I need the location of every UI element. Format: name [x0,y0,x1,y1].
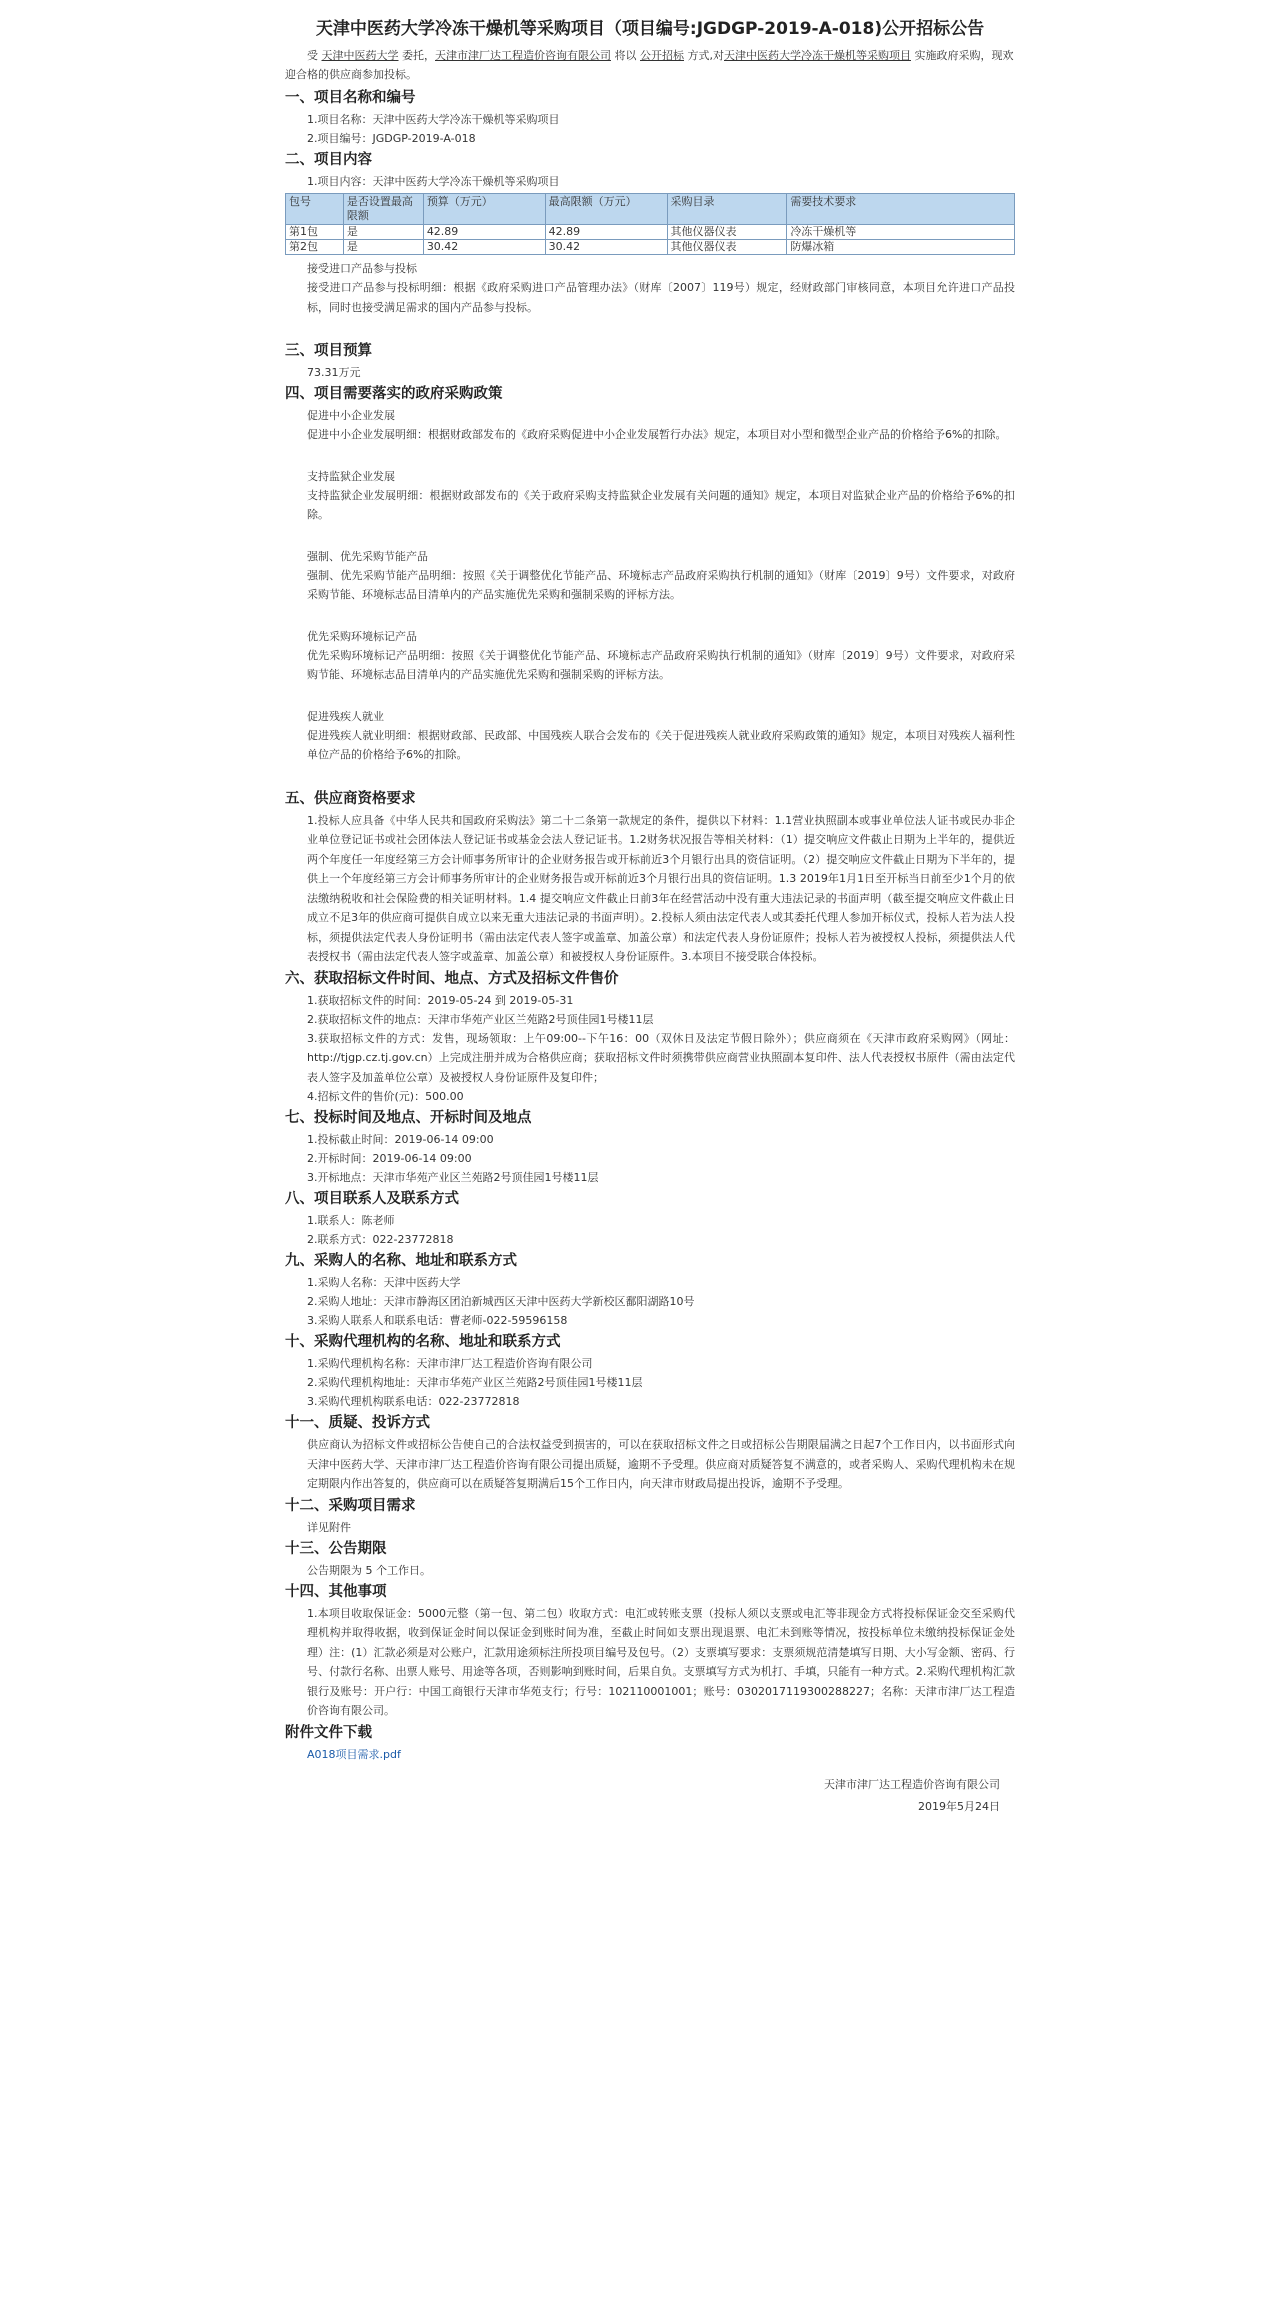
table-header-cell: 最高限额（万元） [545,194,667,225]
package-table [285,193,1015,255]
doc-price: 4.招标文件的售价(元)：500.00 [307,1090,464,1103]
section-11-heading: 十一、质疑、投诉方式 [285,1415,430,1431]
qualification-text: 1.投标人应具备《中华人民共和国政府采购法》第二十二条第一款规定的条件，提供以下材料：1.1营业执照副本或事业单位法人证书或民办非企业单位登记证书或社会团体法人登记证书或基金会法人登记证书。1.2财务状况报告等相关材料：（1）提交响应文件截止日期为上半年的，提供近两个年度任一年度经第三方会计师事务所审计的企业财务报告或开标前近3个月银行出具的资信证明。（2）提交响应文件截止日期为下半年的，提供上一个年度经第三方会计师事务所审计的企业财务报告或开标前近3个月银行出具的资信证明。1.3 2019年1月1日至开标当日前至少1个月的依法缴纳税收和社会保险费的相关证明材料。1.4 提交响应文件截止日前3年在经营活动中没有重大违法记录的书面声明（截至提交响应文件截止日成立不足3年的供应商可提供自成立以来无重大违法记录的书面声明）。2.投标人须由法定代表人或其委托代理人参加开标仪式，投标人若为法人投标，须提供法定代表人身份证明书（需由法定代表人签字或盖章、加盖公章）和法定代表人身份证原件；投标人若为被授权人投标，须提供法人代表授权书（需由法定代表人签字或盖章、加盖公章）和被授权人身份证原件。3.本项目不接受联合体投标。 [307,813,1015,963]
section-3-heading: 三、项目预算 [285,343,372,359]
section-4-heading: 四、项目需要落实的政府采购政策 [285,386,503,402]
bid-deadline: 1.投标截止时间：2019-06-14 09:00 [307,1133,494,1146]
table-row [286,240,1015,255]
table-cell: 冷冻干燥机等 [787,225,1015,240]
purchaser-name: 1.采购人名称：天津中医药大学 [307,1276,461,1289]
table-header-cell: 包号 [286,194,344,225]
purchaser-contact: 3.采购人联系人和联系电话：曹老师-022-59596158 [307,1314,568,1327]
open-time: 2.开标时间：2019-06-14 09:00 [307,1152,472,1165]
section-5-heading: 五、供应商资格要求 [285,790,416,807]
policy-name: 促进残疾人就业 [307,709,384,723]
table-cell: 其他仪器仪表 [667,240,787,255]
section-14-heading: 十四、其他事项 [285,1583,387,1600]
doc-method: 3.获取招标文件的方式：发售，现场领取：上午09:00--下午16：00（双休日及法定节假日除外）；供应商须在《天津市政府采购网》（网址：http://tjgp.cz.tj.gov.cn）上完成注册并成为合格供应商；获取招标文件时须携带供应商营业执照副本复印件、法人代表授权书原件（需由法定代表人签字及加盖单位公章）及被授权人身份证原件及复印件； [307,1031,1015,1084]
table-cell: 是 [343,225,423,240]
table-header-cell: 采购目录 [667,194,787,225]
project-code-line: 2.项目编号：JGDGP-2019-A-018 [307,132,476,145]
policy-detail: 强制、优先采购节能产品明细：按照《关于调整优化节能产品、环境标志产品政府采购执行机制的通知》（财库〔2019〕9号）文件要求，对政府采购节能、环境标志品目清单内的产品实施优先采购和强制采购的评标方法。 [307,568,1015,601]
doc-place: 2.获取招标文件的地点：天津市华苑产业区兰苑路2号顶佳园1号楼11层 [307,1012,654,1026]
table-cell: 42.89 [545,225,667,240]
doc-time: 1.获取招标文件的时间：2019-05-24 到 2019-05-31 [307,993,574,1007]
agency-name-line: 1.采购代理机构名称：天津市津厂达工程造价咨询有限公司 [307,1357,593,1370]
table-header-cell: 预算（万元） [423,194,545,225]
other-matters-text: 1.本项目收取保证金：5000元整（第一包、第二包）收取方式：电汇或转账支票（投标人须以支票或电汇等非现金方式将投标保证金交至采购代理机构并取得收据，收到保证金时间以保证金到账时间为准，至截止时间如支票出现退票、电汇未到账等情况，按投标单位未缴纳投标保证金处理）注：(1）汇款必须是对公账户，汇款用途须标注所投项目编号及包号。（2）支票填写要求：支票须规范清楚填写日期、大小写金额、密码、行号、付款行名称、出票人账号、用途等各项，否则影响到账时间，后果自负。支票填写方式为机打、手填，只能有一种方式。2.采购代理机构汇款银行及账号：开户行：中国工商银行天津市华苑支行；行号：102110001001；账号：0302017119300288227；名称：天津市津厂达工程造价咨询有限公司。 [307,1606,1015,1717]
table-cell: 30.42 [545,240,667,255]
table-cell: 30.42 [423,240,545,255]
purchaser-address: 2.采购人地址：天津市静海区团泊新城西区天津中医药大学新校区鄱阳湖路10号 [307,1295,695,1308]
project-name: 天津中医药大学冷冻干燥机等采购项目 [724,49,911,62]
agency-name: 天津市津厂达工程造价咨询有限公司 [435,49,611,62]
project-name-line: 1.项目名称：天津中医药大学冷冻干燥机等采购项目 [307,113,560,126]
procurement-method: 公开招标 [640,49,684,62]
announcement-document [285,18,1015,1818]
section-1-heading: 一、项目名称和编号 [285,90,416,106]
requirements-text: 详见附件 [307,1520,351,1534]
import-policy-detail: 接受进口产品参与投标明细：根据《政府采购进口产品管理办法》（财库〔2007〕119号）规定，经财政部门审核同意，本项目允许进口产品投标，同时也接受满足需求的国内产品参与投标。 [307,281,1015,314]
policy-detail: 促进中小企业发展明细：根据财政部发布的《政府采购促进中小企业发展暂行办法》规定，本项目对小型和微型企业产品的价格给予6%的扣除。 [307,428,1007,441]
complaint-text: 供应商认为招标文件或招标公告使自己的合法权益受到损害的，可以在获取招标文件之日或招标公告期限届满之日起7个工作日内，以书面形式向 天津中医药大学、天津市津厂达工程造价咨询有限公司提出质疑，逾期不予受理。供应商对质疑答复不满意的，或者采购人、采购代理机构未在规定期限内作出答复的，供应商可以在质疑答复期满后15个工作日内，向天津市财政局提出投诉，逾期不予受理。 [307,1438,1015,1490]
table-cell: 其他仪器仪表 [667,225,787,240]
table-cell: 42.89 [423,225,545,240]
project-phone: 2.联系方式：022-23772818 [307,1233,454,1246]
package-table-header [286,194,1015,225]
section-9-heading: 九、采购人的名称、地址和联系方式 [285,1253,517,1269]
agency-address-line: 2.采购代理机构地址：天津市华苑产业区兰苑路2号顶佳园1号楼11层 [307,1376,643,1389]
policy-name: 优先采购环境标记产品 [307,629,417,643]
import-policy-title: 接受进口产品参与投标 [307,262,417,275]
signature-org: 天津市津厂达工程造价咨询有限公司 [824,1777,1000,1791]
policy-name: 促进中小企业发展 [307,409,395,422]
table-header-cell: 需要技术要求 [787,194,1015,225]
signature-date: 2019年5月24日 [918,1799,1000,1813]
attachments-heading: 附件文件下载 [285,1724,372,1741]
project-contact: 1.联系人：陈老师 [307,1214,395,1227]
open-place: 3.开标地点：天津市华苑产业区兰苑路2号顶佳园1号楼11层 [307,1171,599,1184]
table-cell: 第1包 [286,225,344,240]
table-cell: 防爆冰箱 [787,240,1015,255]
section-6-heading: 六、获取招标文件时间、地点、方式及招标文件售价 [285,970,619,987]
attachment-link[interactable]: A018项目需求.pdf [307,1747,401,1761]
policy-detail: 支持监狱企业发展明细：根据财政部发布的《关于政府采购支持监狱企业发展有关问题的通知》规定，本项目对监狱企业产品的价格给予6%的扣除。 [307,488,1015,521]
policy-name: 强制、优先采购节能产品 [307,549,428,563]
section-13-heading: 十三、公告期限 [285,1540,387,1557]
section-2-heading: 二、项目内容 [285,152,372,168]
notice-period-text: 公告期限为 5 个工作日。 [307,1563,431,1577]
project-content-line: 1.项目内容：天津中医药大学冷冻干燥机等采购项目 [307,175,560,188]
section-12-heading: 十二、采购项目需求 [285,1497,416,1514]
intro-paragraph: 受 天津中医药大学 委托，天津市津厂达工程造价咨询有限公司 将以 公开招标 方式,对天津中医药大学冷冻干燥机等采购项目 实施政府采购，现欢迎合格的供应商参加投标。 [285,49,1014,81]
client-name: 天津中医药大学 [321,49,399,62]
section-10-heading: 十、采购代理机构的名称、地址和联系方式 [285,1334,561,1350]
table-cell: 是 [343,240,423,255]
section-8-heading: 八、项目联系人及联系方式 [285,1191,459,1207]
table-row [286,225,1015,240]
budget-value: 73.31万元 [307,366,361,379]
section-7-heading: 七、投标时间及地点、开标时间及地点 [285,1110,532,1126]
page-title: 天津中医药大学冷冻干燥机等采购项目（项目编号:JGDGP-2019-A-018)公开招标公告 [315,19,985,39]
attachment-item [285,1745,1015,1764]
policy-detail: 优先采购环境标记产品明细：按照《关于调整优化节能产品、环境标志产品政府采购执行机制的通知》（财库〔2019〕9号）文件要求，对政府采购节能、环境标志品目清单内的产品实施优先采购和强制采购的评标方法。 [307,648,1015,681]
policy-detail: 促进残疾人就业明细：根据财政部、民政部、中国残疾人联合会发布的《关于促进残疾人就业政府采购政策的通知》规定，本项目对残疾人福利性单位产品的价格给予6%的扣除。 [307,728,1015,761]
agency-phone-line: 3.采购代理机构联系电话：022-23772818 [307,1395,520,1408]
policy-name: 支持监狱企业发展 [307,469,395,483]
table-cell: 第2包 [286,240,344,255]
table-header-cell: 是否设置最高限额 [343,194,423,225]
